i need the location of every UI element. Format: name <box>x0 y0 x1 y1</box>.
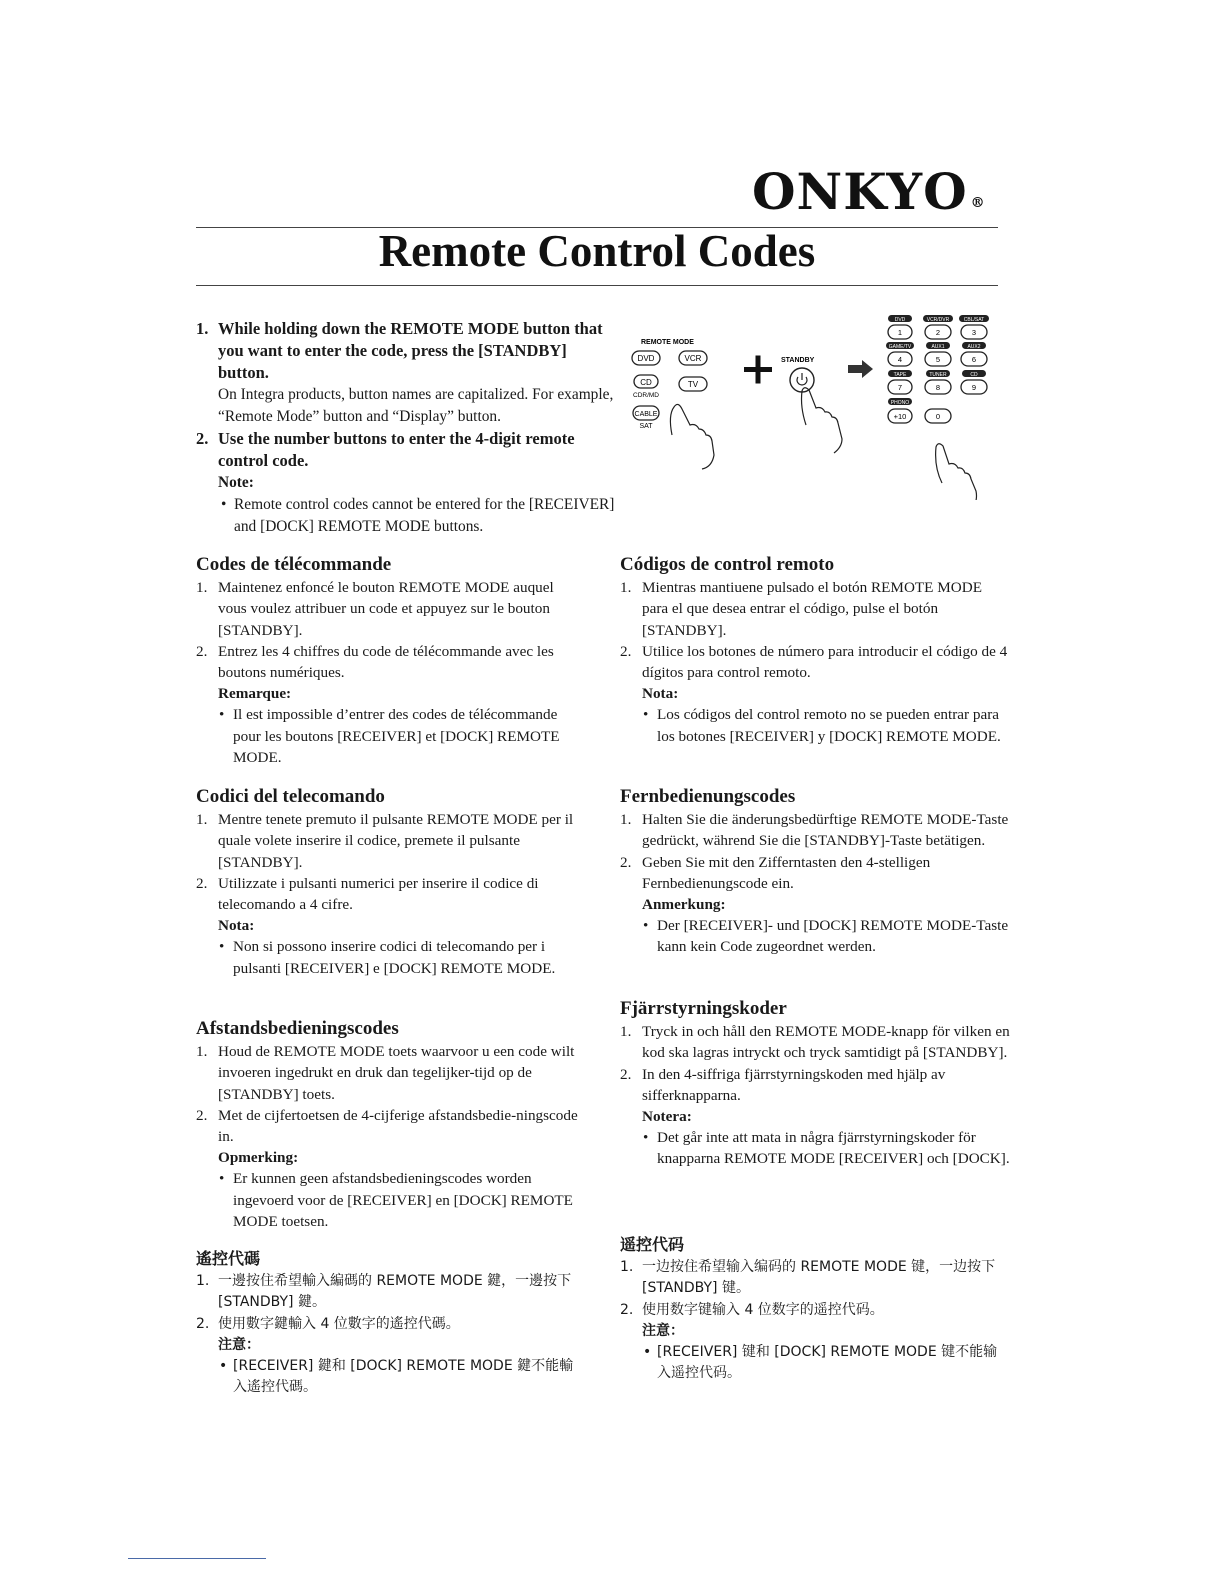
note-bullet: • Il est impossible d’entrer des codes de télécommande pour les boutons [RECEIVER] et [DOCK] REMOTE MODE. <box>219 706 560 766</box>
list-item: 1. 一边按住希望输入编码的 REMOTE MODE 键，一边按下 [STANDBY] 键。 <box>620 1259 996 1297</box>
svg-text:AUX1: AUX1 <box>931 344 945 350</box>
list-item: 1. Mientras mantiuene pulsado el botón REMOTE MODE para el que desea entrar el código, pulse el botón [STANDBY]. <box>620 579 982 639</box>
list-item: 1. Maintenez enfoncé le bouton REMOTE MODE auquel vous voulez attribuer un code et appuyez sur le bouton [STANDBY]. <box>196 579 554 639</box>
english-instructions <box>196 318 616 538</box>
svg-text:PHONO: PHONO <box>890 400 910 406</box>
svg-text:TUNER: TUNER <box>929 372 947 378</box>
tv-mode-label: TV <box>687 380 699 389</box>
list-item: 2. Met de cijfertoetsen de 4-cijferige afstandsbedie-ningscode in. <box>196 1106 578 1146</box>
note-bullet: • Los códigos del control remoto no se pueden entrar para los botones [RECEIVER] y [DOCK] REMOTE MODE. <box>643 706 1001 745</box>
note-bullet: • Non si possono inserire codici di telecomando per i pulsanti [RECEIVER] e [DOCK] REMOTE MODE. <box>219 938 556 977</box>
cable-mode-label: CABLE <box>634 411 658 418</box>
svg-text:GAME/TV: GAME/TV <box>888 344 912 350</box>
svg-text:1: 1 <box>897 328 903 337</box>
standby-label: STANDBY <box>781 357 815 364</box>
svg-text:CBL/SAT: CBL/SAT <box>963 317 985 323</box>
step-2 <box>196 428 616 472</box>
list-item: 2. Utilizzate i pulsanti numerici per inserire il codice di telecomando a 4 cifre. <box>196 874 539 914</box>
power-icon <box>797 373 807 385</box>
note-title: Anmerkung: <box>642 896 726 914</box>
registered-mark: ® <box>970 195 986 211</box>
onkyo-logo <box>752 162 986 221</box>
svg-text:VCR/DVR: VCR/DVR <box>926 317 950 323</box>
brand-name: ONKYO <box>752 162 968 221</box>
remote-diagram <box>624 305 1004 500</box>
list-item: 2. 使用数字键输入 4 位数字的遥控代码。 <box>620 1301 884 1318</box>
list-item: 2. In den 4-siffriga fjärrstyrningskoden med hjälp av sifferknapparna. <box>620 1065 946 1104</box>
arrow-icon <box>848 360 873 378</box>
section-title: Codici del telecomando <box>196 786 385 807</box>
input-labels-top <box>888 315 989 323</box>
list-item: 1. Houd de REMOTE MODE toets waarvoor u een code wilt invoeren ingedrukt en druk dan tegelijker-tijd op de [STANDBY] toets. <box>196 1043 575 1103</box>
note-bullet: • [RECEIVER] 鍵和 [DOCK] REMOTE MODE 鍵不能輸入遙控代碼。 <box>219 1358 574 1396</box>
input-label-phono <box>888 398 912 406</box>
svg-text:CD: CD <box>970 372 978 378</box>
swedish-section <box>620 998 1010 1170</box>
note-title: Opmerking: <box>218 1149 299 1167</box>
note-title: Nota: <box>642 685 679 703</box>
note-bullet: • Det går inte att mata in några fjärrstyrningskoder för knapparna REMOTE MODE [RECEIVER] och [DOCK]. <box>643 1129 1010 1168</box>
dvd-mode-label: DVD <box>637 354 655 363</box>
note-title: 注意： <box>642 1322 684 1339</box>
bottom-rule <box>196 285 998 286</box>
plus-icon <box>744 356 772 384</box>
mode-buttons <box>632 351 707 430</box>
spanish-section <box>620 554 1010 747</box>
note-bullet: • [RECEIVER] 键和 [DOCK] REMOTE MODE 键不能输入遥控代码。 <box>643 1344 998 1382</box>
hand-icon <box>670 404 714 469</box>
simplified-chinese-section <box>620 1234 1010 1384</box>
traditional-chinese-section <box>196 1248 586 1398</box>
note-bullet: • Der [RECEIVER]- und [DOCK] REMOTE MODE-Taste kann kein Code zugeordnet werden. <box>643 917 1009 956</box>
cdr-label: CDR/MD <box>633 392 659 399</box>
section-title: Codes de télécommande <box>196 554 392 575</box>
svg-text:4: 4 <box>897 355 903 364</box>
step-heading: While holding down the REMOTE MODE button that you want to enter the code, press the [STANDBY] button. <box>218 319 603 382</box>
input-labels-row2 <box>886 342 986 350</box>
svg-text:7: 7 <box>897 383 903 392</box>
step-1 <box>196 318 616 428</box>
section-title: 遥控代码 <box>620 1235 685 1254</box>
list-item: 1. Mentre tenete premuto il pulsante REMOTE MODE per il quale volete inserire il codice, premete il pulsante [STANDBY]. <box>196 811 574 871</box>
input-labels-row3 <box>888 370 986 378</box>
section-title: Afstandsbedieningscodes <box>196 1018 399 1039</box>
number-pad <box>886 315 989 423</box>
svg-text:TAPE: TAPE <box>893 372 907 378</box>
list-item: 1. 一邊按住希望輸入編碼的 REMOTE MODE 鍵，一邊按下 [STANDBY] 鍵。 <box>196 1273 572 1311</box>
note-title: Nota: <box>218 917 255 935</box>
svg-text:0: 0 <box>935 412 941 421</box>
hand-icon <box>936 444 977 500</box>
svg-text:2: 2 <box>935 328 941 337</box>
dutch-section <box>196 1018 586 1232</box>
step-number: 1. <box>196 319 209 338</box>
note-bullet: • Er kunnen geen afstandsbedieningscodes worden ingevoerd voor de [RECEIVER] en [DOCK] REMOTE MODE toetsen. <box>219 1170 573 1230</box>
svg-text:8: 8 <box>935 383 941 392</box>
section-title: 遙控代碼 <box>196 1249 261 1268</box>
svg-text:DVD: DVD <box>894 317 906 323</box>
svg-text:6: 6 <box>971 355 977 364</box>
note-title: Note: <box>218 474 254 491</box>
note-text: Remote control codes cannot be entered for the [RECEIVER] and [DOCK] REMOTE MODE buttons. <box>234 496 615 535</box>
step-heading: Use the number buttons to enter the 4-digit remote control code. <box>218 429 575 470</box>
page-title: Remote Control Codes <box>378 226 816 276</box>
list-item: 2. 使用數字鍵輸入 4 位數字的遙控代碼。 <box>196 1315 460 1332</box>
list-item: 2. Utilice los botones de número para introducir el código de 4 dígitos para control remoto. <box>620 642 1008 682</box>
note-title: Notera: <box>642 1108 692 1126</box>
list-item: 2. Geben Sie mit den Zifferntasten den 4-stelligen Fernbedienungscode ein. <box>620 853 931 892</box>
hand-icon <box>802 388 843 453</box>
section-title: Fjärrstyrningskoder <box>620 998 787 1019</box>
section-title: Códigos de control remoto <box>620 554 835 575</box>
cd-mode-label: CD <box>640 378 652 387</box>
vcr-mode-label: VCR <box>684 354 702 363</box>
french-section <box>196 554 586 768</box>
italian-section <box>196 786 586 979</box>
note-title: Remarque: <box>218 685 292 703</box>
list-item: 1. Halten Sie die änderungsbedürftige REMOTE MODE-Taste gedrückt, während Sie die [STANDBY]-Taste betätigen. <box>620 811 1009 850</box>
note-bullet: • Remote control codes cannot be entered for the [RECEIVER] and [DOCK] REMOTE MODE buttons. <box>221 496 615 535</box>
list-item: 1. Tryck in och håll den REMOTE MODE-knapp för vilken en kod ska lagras intryckt och tryck samtidigt på [STANDBY]. <box>620 1023 1010 1062</box>
svg-text:+10: +10 <box>893 412 907 421</box>
svg-text:9: 9 <box>971 383 977 392</box>
svg-text:5: 5 <box>935 355 941 364</box>
sat-label: SAT <box>639 423 653 430</box>
svg-text:3: 3 <box>971 328 977 337</box>
step-number: 2. <box>196 429 209 448</box>
german-section <box>620 786 1010 958</box>
note-title: 注意： <box>218 1336 260 1353</box>
remote-mode-label: REMOTE MODE <box>641 339 694 346</box>
section-title: Fernbedienungscodes <box>620 786 796 807</box>
svg-text:AUX2: AUX2 <box>967 344 981 350</box>
list-item: 2. Entrez les 4 chiffres du code de télécommande avec les boutons numériques. <box>196 642 554 682</box>
step-body: On Integra products, button names are capitalized. For example, “Remote Mode” button and “Display” button. <box>218 386 614 425</box>
footnote-rule <box>128 1558 266 1559</box>
